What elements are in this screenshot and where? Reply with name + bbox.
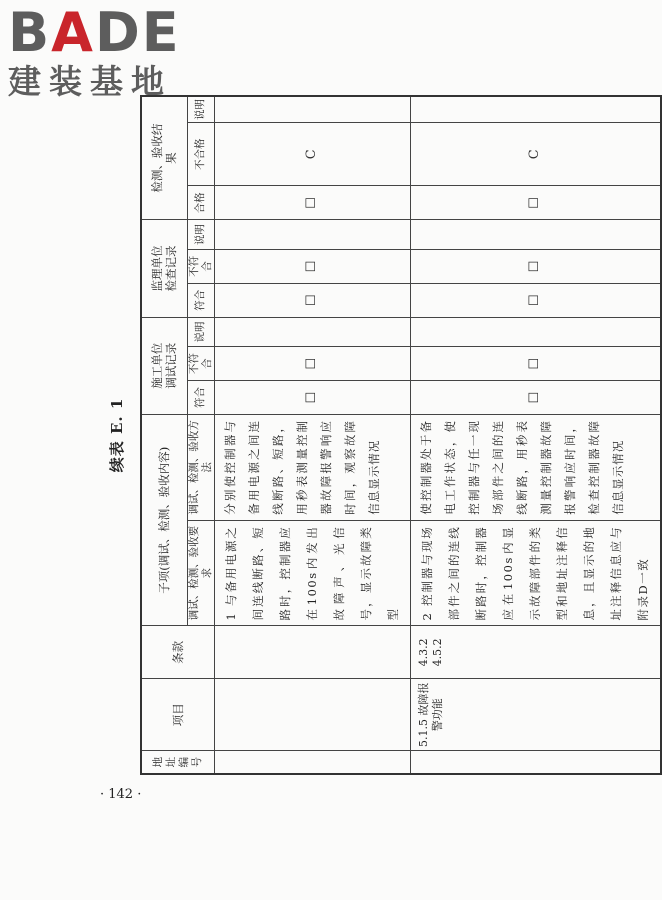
row1-supervision-conform-checkbox[interactable]: ☐: [214, 283, 410, 317]
row2-unqualified-mark: C: [410, 123, 661, 186]
header-serial: 地址编号: [141, 751, 214, 774]
row1-requirement: 1 与备用电源之间连线断路、短路时，控制器应在100s内发出故障声、光信号，显示故障类型: [214, 520, 410, 626]
header-nonconform-1: 不符合: [187, 347, 214, 381]
header-inspection-result: 检测、验收结果: [141, 96, 187, 220]
header-method: 调试、检测、验收方法: [187, 414, 214, 520]
inspection-table: [140, 95, 662, 775]
header-note-2: 说明: [187, 220, 214, 250]
row1-project: [214, 679, 410, 751]
row1-construction-note: [214, 317, 410, 347]
row2-supervision-nonconform-checkbox[interactable]: ☐: [410, 249, 661, 283]
header-clause: 条款: [141, 626, 214, 679]
row2-project: 5.1.5 故障报警功能: [410, 679, 661, 751]
brand-logo: [8, 1, 181, 101]
header-requirement: 调试、检测、验收要求: [187, 520, 214, 626]
row1-supervision-nonconform-checkbox[interactable]: ☐: [214, 249, 410, 283]
row2-supervision-note: [410, 220, 661, 250]
row1-method: 分别使控制器与备用电源之间连线断路、短路，用秒表测量控制器故障报警响应时间，观察故障信息显示情况: [214, 414, 410, 520]
row2-supervision-conform-checkbox[interactable]: ☐: [410, 283, 661, 317]
row1-qualified-checkbox[interactable]: ☐: [214, 186, 410, 220]
header-project: 项目: [141, 679, 214, 751]
row1-construction-conform-checkbox[interactable]: ☐: [214, 381, 410, 415]
header-supervision-unit: 监理单位检查记录: [141, 220, 187, 317]
header-qualified: 合格: [187, 186, 214, 220]
header-nonconform-2: 不符合: [187, 249, 214, 283]
header-conform-1: 符合: [187, 381, 214, 415]
header-note-1: 说明: [187, 317, 214, 347]
row1-unqualified-mark: C: [214, 123, 410, 186]
row2-construction-conform-checkbox[interactable]: ☐: [410, 381, 661, 415]
page-number: · 142 ·: [100, 787, 142, 802]
row2-construction-note: [410, 317, 661, 347]
row2-method: 使控制器处于备电工作状态，使控制器与任一现场部件之间的连线断路，用秒表测量控制器故障报警响应时间，检查控制器故障信息显示情况: [410, 414, 661, 520]
row2-construction-nonconform-checkbox[interactable]: ☐: [410, 347, 661, 381]
header-subitem: 子项(调试、检测、验收内容): [141, 414, 187, 626]
logo-wordmark: BADE: [8, 1, 181, 64]
rotated-page: [100, 95, 650, 775]
table-caption: 续表 E. 1: [108, 397, 126, 473]
header-conform-2: 符合: [187, 283, 214, 317]
row2-result-note: [410, 96, 661, 123]
row2-qualified-checkbox[interactable]: ☐: [410, 186, 661, 220]
row2-clause: 4.3.2 4.5.2: [410, 626, 661, 679]
header-construction-unit: 施工单位调试记录: [141, 317, 187, 414]
row2-serial: [410, 751, 661, 774]
row2-requirement: 2 控制器与现场部件之间的连线断路时，控制器应在100s内显示故障部件的类型和地址注释信息，且显示的地址注释信息应与附录D一致: [410, 520, 661, 626]
row1-result-note: [214, 96, 410, 123]
logo-subtitle: 建装基地: [8, 62, 172, 101]
row1-serial: [214, 751, 410, 774]
header-unqualified: 不合格: [187, 123, 214, 186]
row1-clause: [214, 626, 410, 679]
header-note-3: 说明: [187, 96, 214, 123]
table-row: [214, 96, 410, 774]
row1-construction-nonconform-checkbox[interactable]: ☐: [214, 347, 410, 381]
table-row: [410, 96, 661, 774]
row1-supervision-note: [214, 220, 410, 250]
